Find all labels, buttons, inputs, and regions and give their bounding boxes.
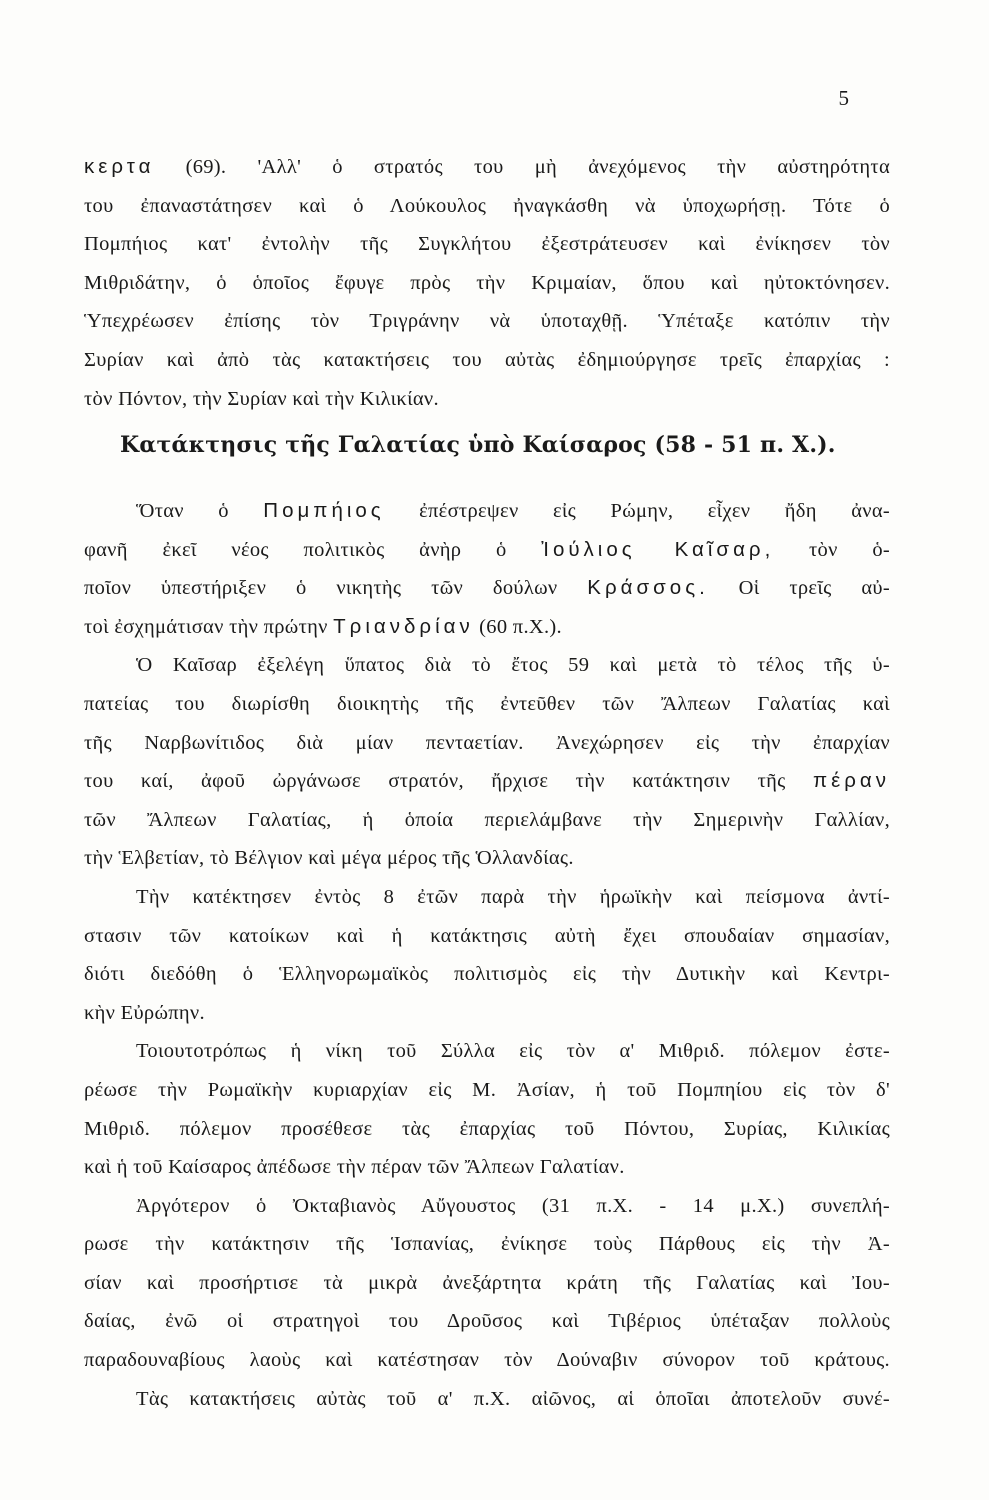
text-line: στασιν τῶν κατοίκων καὶ ἡ κατάκτησις αὐτὴ ἔχει σπουδαίαν σημασίαν, <box>84 924 890 947</box>
text-line: παραδουναβίους λαοὺς καὶ κατέστησαν τὸν Δούναβιν σύνορον τοῦ κράτους. <box>84 1349 890 1372</box>
text-line: τὸν Πόντον, τὴν Συρίαν καὶ τὴν Κιλικίαν. <box>84 387 439 410</box>
text-line: Τὰς κατακτήσεις αὐτὰς τοῦ α' π.Χ. αἰῶνος, αἱ ὁποῖαι ἀποτελοῦν συνέ- <box>136 1387 890 1410</box>
text-line <box>84 148 890 187</box>
line-text: Ὅταν ὁ <box>136 500 264 522</box>
text-line: δαίας, ἐνῶ οἱ στρατηγοὶ του Δροῦσος καὶ Τιβέριος ὑπέταξαν πολλοὺς <box>84 1310 890 1333</box>
spaced-word: κερτα <box>84 155 155 178</box>
line-text: (60 π.Χ.). <box>473 615 562 638</box>
line-text: του καί, ἀφοῦ ὠργάνωσε στρατόν, ἤρχισε τὴν κατάκτησιν τῆς <box>84 770 813 793</box>
section-body <box>84 492 890 1418</box>
text-line: ρωσε τὴν κατάκτησιν τῆς Ἱσπανίας, ἐνίκησε τοὺς Πάρθους εἰς τὴν Ἀ- <box>84 1233 890 1256</box>
text-line: καὶ ἡ τοῦ Καίσαρος ἀπέδωσε τὴν πέραν τῶν Ἄλπεων Γαλατίαν. <box>84 1156 625 1179</box>
text-line: τὴν Ἑλβετίαν, τὸ Βέλγιον καὶ μέγα μέρος τῆς Ὁλλανδίας. <box>84 847 574 870</box>
text-line: Τὴν κατέκτησεν ἐντὸς 8 ἐτῶν παρὰ τὴν ἡρωϊκὴν καὶ πείσμονα ἀντί- <box>136 885 890 908</box>
text-line <box>84 762 890 801</box>
line-text: ἐπέστρεψεν εἰς Ρώμην, εἶχεν ἤδη ἀνα- <box>384 500 890 522</box>
text-line <box>84 608 890 647</box>
text-line: Συρίαν καὶ ἀπὸ τὰς κατακτήσεις του αὐτὰς ἐδημιούργησε τρεῖς ἐπαρχίας : <box>84 348 890 371</box>
line-text: τὸν ὁ- <box>774 538 890 561</box>
text-line: τῶν Ἄλπεων Γαλατίας, ἡ ὁποία περιελάμβανε τὴν Σημερινὴν Γαλλίαν, <box>84 808 890 831</box>
text-line: κὴν Εὐρώπην. <box>84 1001 205 1024</box>
spaced-word: πέραν <box>812 769 890 793</box>
text-line: τῆς Ναρβωνίτιδος διὰ μίαν πενταετίαν. Ἀνεχώρησεν εἰς τὴν ἐπαρχίαν <box>84 731 890 754</box>
line-text: τοὶ ἐσχημάτισαν τὴν πρώτην <box>84 615 334 638</box>
line-text: φανῆ ἐκεῖ νέος πολιτικὸς ἀνὴρ ὁ <box>84 538 542 561</box>
text-line: σίαν καὶ προσήρτισε τὰ μικρὰ ἀνεξάρτητα κράτη τῆς Γαλατίας καὶ Ἰου- <box>84 1271 890 1294</box>
spaced-word: Κράσσος. <box>587 576 709 600</box>
line-text: ποῖον ὑπεστήριξεν ὁ νικητὴς τῶν δούλων <box>84 577 588 600</box>
text-line <box>84 569 890 608</box>
spaced-word: Πομπήιος <box>263 499 385 522</box>
text-line: Ὑπεχρέωσεν ἐπίσης τὸν Τριγράνην νὰ ὑποταχθῇ. Ὑπέταξε κατόπιν τὴν <box>84 310 890 333</box>
text-line: πατείας του διωρίσθη διοικητὴς τῆς ἐντεῦθεν τῶν Ἄλπεων Γαλατίας καὶ <box>84 692 890 715</box>
paragraph-1 <box>84 148 890 418</box>
line-text: (69). 'Αλλ' ὁ στρατός του μὴ ἀνεχόμενος τὴν αὐστηρότητα <box>154 156 890 178</box>
page-number: 5 <box>838 86 849 110</box>
text-line: Μιθριδάτην, ὁ ὁποῖος ἔφυγε πρὸς τὴν Κριμαίαν, ὅπου καὶ ηὐτοκτόνησεν. <box>84 271 890 294</box>
text-line <box>84 492 890 531</box>
text-line: Ὁ Καῖσαρ ἐξελέγη ὕπατος διὰ τὸ ἔτος 59 καὶ μετὰ τὸ τέλος τῆς ὑ- <box>136 654 890 677</box>
text-line: διότι διεδόθη ὁ Ἑλληνορωμαϊκὸς πολιτισμὸς εἰς τὴν Δυτικὴν καὶ Κεντρι- <box>84 963 890 986</box>
text-line: ρέωσε τὴν Ρωμαϊκὴν κυριαρχίαν εἰς Μ. Ἀσίαν, ἡ τοῦ Πομπηίου εἰς τὸν δ' <box>84 1078 890 1101</box>
text-line: Μιθριδ. πόλεμον προσέθεσε τὰς ἐπαρχίας τοῦ Πόντου, Συρίας, Κιλικίας <box>84 1117 890 1140</box>
section-heading: Κατάκτησις τῆς Γαλατίας ὑπὸ Καίσαρος (58 - 51 π. Χ.). <box>120 432 836 458</box>
text-line: Ἀργότερον ὁ Ὀκταβιανὸς Αὔγουστος (31 π.Χ. - 14 μ.Χ.) συνεπλή- <box>136 1194 890 1217</box>
spaced-word: Τριανδρίαν <box>333 614 474 638</box>
text-line <box>84 531 890 570</box>
text-line: του ἐπαναστάτησεν καὶ ὁ Λούκουλος ἠναγκάσθη νὰ ὑποχωρήσῃ. Τότε ὁ <box>84 194 890 217</box>
text-line: Πομπήιος κατ' ἐντολὴν τῆς Συγκλήτου ἐξεστράτευσεν καὶ ἐνίκησεν τὸν <box>84 233 890 256</box>
text-line: Τοιουτοτρόπως ἡ νίκη τοῦ Σύλλα εἰς τὸν α' Μιθριδ. πόλεμον ἐστε- <box>136 1040 890 1063</box>
spaced-word: Ἰούλιος Καῖσαρ, <box>541 537 775 561</box>
line-text: Οἱ τρεῖς αὐ- <box>708 577 890 600</box>
